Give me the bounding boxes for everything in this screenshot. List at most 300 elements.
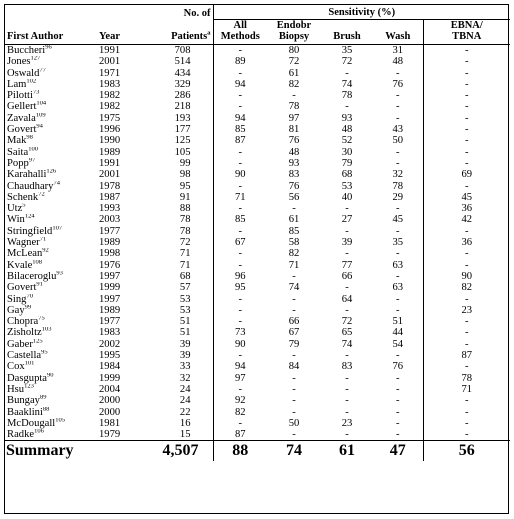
author-name: Gellert [7,101,37,113]
summary-row [5,441,510,462]
reference-number: 71 [39,237,47,243]
cell-wash: - [395,146,400,158]
cell-year: 1991 [99,45,121,56]
first-author-header: First Author [7,31,64,42]
author-name: Radke [7,429,35,441]
reference-number: 125 [32,338,43,345]
cell-wash: - [395,67,400,79]
author-name: Wagner [7,237,40,249]
author-name: Gay [7,304,25,316]
reference-number: 99 [24,304,32,311]
author-name: Pilotti [7,90,33,102]
cell-patients: 88 [179,203,191,215]
cell-all-methods: 82 [213,407,267,418]
author-name: Govert [7,282,37,294]
cell-patients: 708 [174,45,191,56]
cell-biopsy: - [292,406,296,418]
cell-tbna: - [423,113,510,124]
cell-year: 2004 [99,383,121,395]
cell-patients: 91 [179,191,191,203]
reference-number: 88 [42,406,50,412]
cell-tbna: - [423,101,510,112]
table-row [5,181,510,192]
cell-year: 1997 [99,270,121,282]
cell-biopsy: 66 [288,316,300,328]
reference-number: 92 [42,248,49,254]
cell-wash: 31 [392,45,404,56]
cell-biopsy: 61 [288,67,300,79]
cell-tbna: - [423,429,510,441]
cell-wash: - [395,429,400,441]
table-row [5,395,510,406]
cell-year: 2003 [99,214,121,226]
all-methods-header [213,20,267,45]
cell-all-methods: - [213,68,267,79]
cell-all-methods: - [213,101,267,112]
cell-wash: - [395,293,400,305]
cell-brush: - [345,350,349,362]
cell-brush: 74 [341,338,353,350]
cell-patients: 68 [179,270,191,282]
cell-patients: 218 [174,101,191,113]
table-row [5,384,510,395]
cell-author [5,271,97,282]
cell-wash: - [395,101,400,113]
cell-all-methods: - [213,158,267,169]
cell-wash: - [395,157,400,169]
cell-tbna: - [423,45,510,57]
cell-author [5,214,97,225]
cell-author [5,339,97,350]
reference-number: 94 [36,124,43,130]
cell-brush: 30 [341,146,353,158]
cell-all-methods: - [213,305,267,316]
author-name: Popp [7,157,29,169]
cell-author [5,113,97,124]
cell-all-methods: 94 [213,79,267,90]
reference-number: 104 [36,101,47,107]
author-name: Jones [7,56,31,68]
cell-tbna: - [423,361,510,372]
patients-header-line1: No. of [183,7,211,19]
cell-author [5,237,97,248]
cell-biopsy: - [292,383,296,395]
cell-biopsy: 58 [288,237,300,249]
cell-biopsy: 67 [288,327,300,339]
cell-all-methods: - [213,147,267,158]
cell-tbna: 45 [423,192,510,203]
table-row [5,192,510,203]
author-name: Karahalli [7,169,47,181]
cell-tbna: - [423,135,510,146]
cell-author [5,316,97,327]
cell-brush: 79 [341,157,353,169]
cell-brush: - [345,406,349,418]
ebna-tbna-header [423,20,510,45]
cell-patients: 286 [174,90,191,102]
cell-tbna: - [423,56,510,67]
cell-all-methods: 67 [213,237,267,248]
cell-year: 1982 [99,101,121,113]
cell-year: 1999 [99,282,121,294]
cell-year: 1979 [99,429,121,441]
author-name: McLean [7,248,43,260]
cell-biopsy: 72 [288,56,300,68]
cell-year: 1978 [99,180,121,192]
cell-wash: 43 [392,124,404,136]
cell-all-methods: - [213,181,267,192]
cell-wash: 63 [392,259,404,271]
author-name: Buccheri [7,45,46,56]
cell-author [5,192,97,203]
table-row [5,113,510,124]
table-row [5,56,510,67]
author-name: Kvale [7,259,33,271]
cell-year: 1977 [99,316,121,328]
patients-header-line2: Patients [171,31,208,42]
cell-all-methods: - [213,90,267,101]
cell-tbna: - [423,90,510,101]
reference-number: 101 [24,361,35,367]
reference-number: 75 [38,316,45,322]
cell-all-methods: - [213,418,267,429]
cell-tbna: 23 [423,305,510,316]
cell-all-methods: - [213,248,267,259]
sensitivity-table [5,5,510,461]
cell-tbna: - [423,407,510,418]
cell-biopsy: 84 [288,361,300,373]
cell-author [5,418,97,429]
cell-patients: 57 [179,282,191,294]
cell-author [5,373,97,384]
cell-author [5,260,97,271]
cell-wash: 48 [392,56,404,68]
author-name: Gaber [7,338,33,350]
summary-label: Summary [5,441,97,462]
cell-author [5,350,97,361]
cell-author [5,429,97,441]
cell-wash: 76 [392,361,404,373]
wash-header: Wash [385,31,411,42]
cell-tbna: - [423,79,510,90]
patients-header-footnote: a [207,29,211,37]
cell-brush: - [345,304,349,316]
cell-brush: - [345,383,349,395]
cell-brush: 52 [341,135,353,147]
table-row [5,361,510,372]
cell-author [5,226,97,237]
cell-tbna: 69 [423,169,510,180]
reference-number: 89 [39,395,47,401]
cell-patients: 71 [179,248,191,260]
cell-wash: - [395,395,400,407]
cell-patients: 329 [174,78,191,90]
cell-year: 1971 [99,67,121,79]
author-name: Zavala [7,112,36,124]
cell-year: 2001 [99,56,121,68]
author-name: Cox [7,361,25,373]
reference-number: 126 [46,169,57,175]
table-row [5,418,510,429]
cell-all-methods: 90 [213,169,267,180]
table-row [5,305,510,316]
cell-brush: - [345,203,349,215]
cell-year: 1984 [99,361,121,373]
cell-patients: 33 [179,361,191,373]
cell-tbna: - [423,226,510,237]
cell-brush: 64 [341,293,353,305]
cell-biopsy: - [292,429,296,441]
reference-number: 93 [56,270,63,277]
cell-patients: 15 [179,429,191,441]
cell-biopsy: 79 [288,338,300,350]
reference-number: 102 [26,78,37,85]
summary-brush: 61 [321,441,373,462]
cell-all-methods: - [213,260,267,271]
cell-brush: 72 [341,316,353,328]
cell-patients: 434 [174,67,191,79]
table-row [5,260,510,271]
author-name: McDougall [7,417,56,429]
cell-tbna: 90 [423,271,510,282]
cell-wash: 35 [392,237,404,249]
patients-header [137,20,213,45]
cell-patients: 99 [179,157,191,169]
summary-all-methods: 88 [213,441,267,462]
table-row [5,339,510,350]
cell-year: 1995 [99,350,121,362]
cell-all-methods: 71 [213,192,267,203]
cell-wash: 54 [392,338,404,350]
cell-wash: 50 [392,135,404,147]
cell-brush: 93 [341,112,353,124]
author-name: Baaklini [7,406,43,418]
cell-brush: - [345,67,349,79]
cell-tbna: - [423,327,510,338]
cell-patients: 78 [179,225,191,237]
cell-biopsy: - [292,90,296,102]
table-row [5,248,510,259]
summary-patients: 4,507 [137,441,213,462]
summary-biopsy: 74 [267,441,321,462]
cell-brush: - [345,248,349,260]
cell-author [5,169,97,180]
author-name: Schenk [7,191,39,203]
reference-number: 105 [55,417,66,424]
cell-tbna: - [423,248,510,259]
cell-biopsy: 76 [288,135,300,147]
cell-all-methods: 89 [213,56,267,67]
table-row [5,135,510,146]
reference-number: 97 [28,157,36,164]
cell-tbna: 36 [423,203,510,214]
table-row [5,226,510,237]
cell-patients: 72 [179,237,191,249]
cell-wash: - [395,350,400,362]
cell-biopsy: - [292,203,296,215]
cell-year: 1983 [99,78,121,90]
year-header: Year [99,31,120,42]
cell-tbna: - [423,339,510,350]
cell-author [5,90,97,101]
summary-tbna: 56 [423,441,510,462]
cell-patients: 22 [179,406,191,418]
cell-patients: 177 [174,124,191,136]
cell-year: 1981 [99,417,121,429]
cell-patients: 514 [174,56,191,68]
cell-year: 1989 [99,237,121,249]
reference-number: 74 [53,180,60,187]
cell-all-methods: 90 [213,339,267,350]
cell-year: 1993 [99,203,121,215]
cell-biopsy: 61 [288,214,300,226]
cell-brush: - [345,429,349,441]
cell-biopsy: 76 [288,180,300,192]
cell-author [5,56,97,67]
ebna-line2: TBNA [452,31,482,42]
cell-wash: - [395,406,400,418]
author-name: Hsu [7,383,25,395]
cell-all-methods: 96 [213,271,267,282]
author-name: Bungay [7,395,40,407]
cell-patients: 125 [174,135,191,147]
cell-patients: 16 [179,417,191,429]
table-row [5,327,510,338]
cell-author [5,45,97,57]
cell-biopsy: 82 [288,78,300,90]
cell-patients: 51 [179,327,191,339]
cell-patients: 51 [179,316,191,328]
cell-year: 2002 [99,338,121,350]
cell-brush: 39 [341,237,353,249]
reference-number: 124 [24,214,35,220]
cell-tbna: - [423,158,510,169]
cell-year: 1996 [99,124,121,136]
cell-biopsy: 81 [288,124,300,136]
cell-wash: 45 [392,214,404,226]
reference-number: 107 [52,225,63,232]
table-row [5,158,510,169]
cell-author [5,294,97,305]
table-row [5,407,510,418]
cell-patients: 71 [179,259,191,271]
cell-wash: - [395,270,400,282]
cell-author [5,327,97,338]
cell-brush: - [345,101,349,113]
cell-wash: - [395,225,400,237]
table-row [5,237,510,248]
author-name: Chaudhary [7,180,54,192]
cell-author [5,407,97,418]
cell-brush: 53 [341,180,353,192]
cell-year: 1999 [99,372,121,384]
cell-tbna: - [423,124,510,135]
author-name: Utz [7,203,23,215]
cell-biopsy: 78 [288,101,300,113]
cell-biopsy: 97 [288,112,300,124]
cell-year: 1990 [99,135,121,147]
cell-biopsy: 80 [288,45,300,56]
cell-brush: 77 [341,259,353,271]
cell-all-methods: 73 [213,327,267,338]
author-name: Zisholtz [7,327,42,339]
cell-brush: 65 [341,327,353,339]
sensitivity-group-header: Sensitivity (%) [213,5,510,20]
all-methods-line1: All [233,20,247,31]
cell-brush: - [345,395,349,407]
cell-biopsy: 56 [288,191,300,203]
cell-brush: - [345,372,349,384]
cell-brush: 48 [341,124,353,136]
cell-all-methods: 95 [213,282,267,293]
all-methods-line2: Methods [220,31,260,42]
cell-year: 1977 [99,225,121,237]
cell-patients: 53 [179,293,191,305]
cell-tbna: - [423,294,510,305]
author-name: Dasgupta [7,372,48,384]
cell-wash: - [395,304,400,316]
cell-year: 1982 [99,90,121,102]
table-row [5,124,510,135]
reference-number: 106 [34,429,44,435]
cell-year: 1976 [99,259,121,271]
cell-biopsy: - [292,304,296,316]
author-name: Saita [7,146,29,158]
cell-all-methods: 85 [213,124,267,135]
cell-brush: - [345,282,349,294]
cell-wash: 63 [392,282,404,294]
cell-patients: 98 [179,169,191,181]
cell-year: 1975 [99,112,121,124]
table-row [5,350,510,361]
cell-author [5,395,97,406]
cell-patients: 95 [179,180,191,192]
reference-number: 96 [45,44,52,51]
summary-wash: 47 [373,441,423,462]
cell-brush: 78 [341,90,353,102]
table-row [5,203,510,214]
cell-patients: 53 [179,304,191,316]
cell-year: 2000 [99,395,121,407]
cell-all-methods: - [213,384,267,395]
table-row [5,294,510,305]
endobr-line1: Endobr [276,20,312,31]
cell-brush: 74 [341,78,353,90]
brush-header: Brush [333,31,361,42]
cell-biopsy: 82 [288,248,300,260]
author-name: Lam [7,78,27,90]
table-row [5,271,510,282]
cell-author [5,248,97,259]
reference-number: 91 [36,282,43,288]
cell-wash: 51 [392,316,404,328]
cell-all-methods: 87 [213,135,267,146]
cell-biopsy: 50 [288,417,300,429]
cell-author [5,147,97,158]
cell-author [5,305,97,316]
cell-author [5,79,97,90]
cell-brush: - [345,225,349,237]
cell-wash: - [395,248,400,260]
cell-author [5,101,97,112]
cell-patients: 32 [179,372,191,384]
cell-tbna: - [423,147,510,158]
cell-all-methods: - [213,294,267,305]
cell-wash: - [395,112,400,124]
reference-number: 72 [38,191,45,198]
cell-all-methods: - [213,350,267,361]
cell-author [5,158,97,169]
